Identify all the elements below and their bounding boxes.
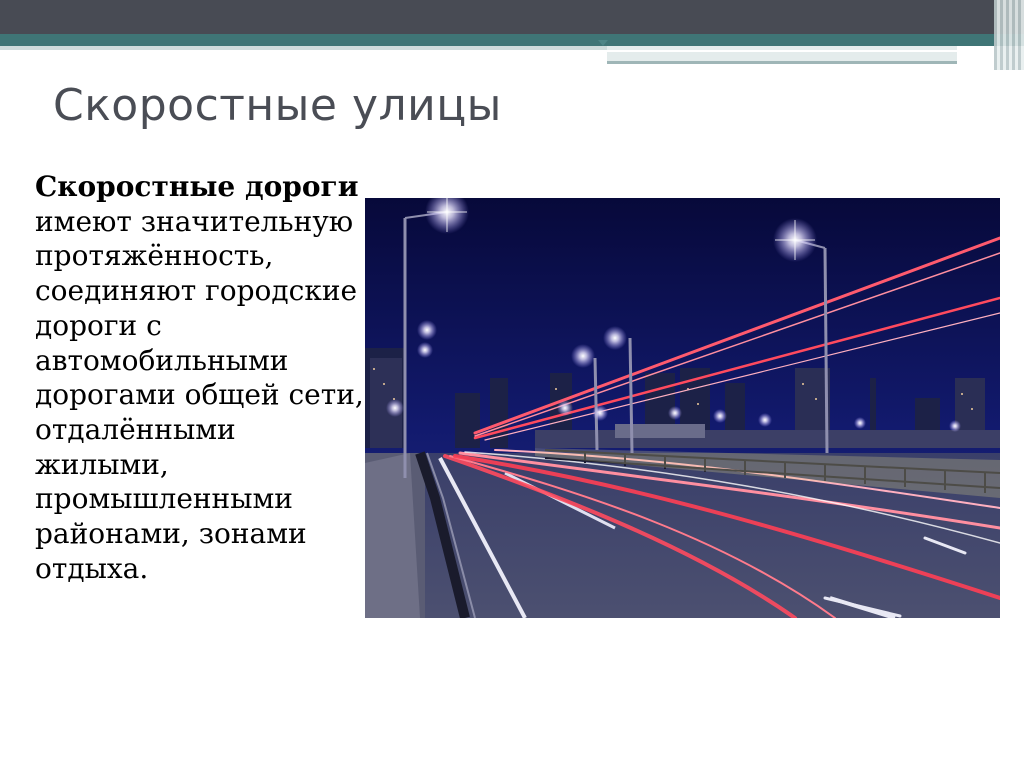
header-band-teal bbox=[0, 34, 1024, 46]
body-bold-lead: Скоростные дороги bbox=[35, 170, 359, 203]
header-accent-line bbox=[607, 50, 1007, 52]
header-band-light bbox=[0, 46, 607, 50]
header-accent-bar bbox=[607, 46, 957, 64]
night-highway-photo bbox=[365, 198, 1000, 618]
body-paragraph: имеют значительную протяжённость, соединяют городские дороги с автомобильными дорогами общей сети, отдалёнными жилыми, промышленными районами, зонами отдыха. bbox=[35, 204, 364, 585]
slide-title: Скоростные улицы bbox=[53, 80, 502, 131]
header-edge-stripes bbox=[994, 0, 1024, 70]
header-accent-tick-icon bbox=[598, 40, 608, 46]
header-band-dark bbox=[0, 0, 1024, 34]
slide-body-text bbox=[35, 170, 365, 586]
